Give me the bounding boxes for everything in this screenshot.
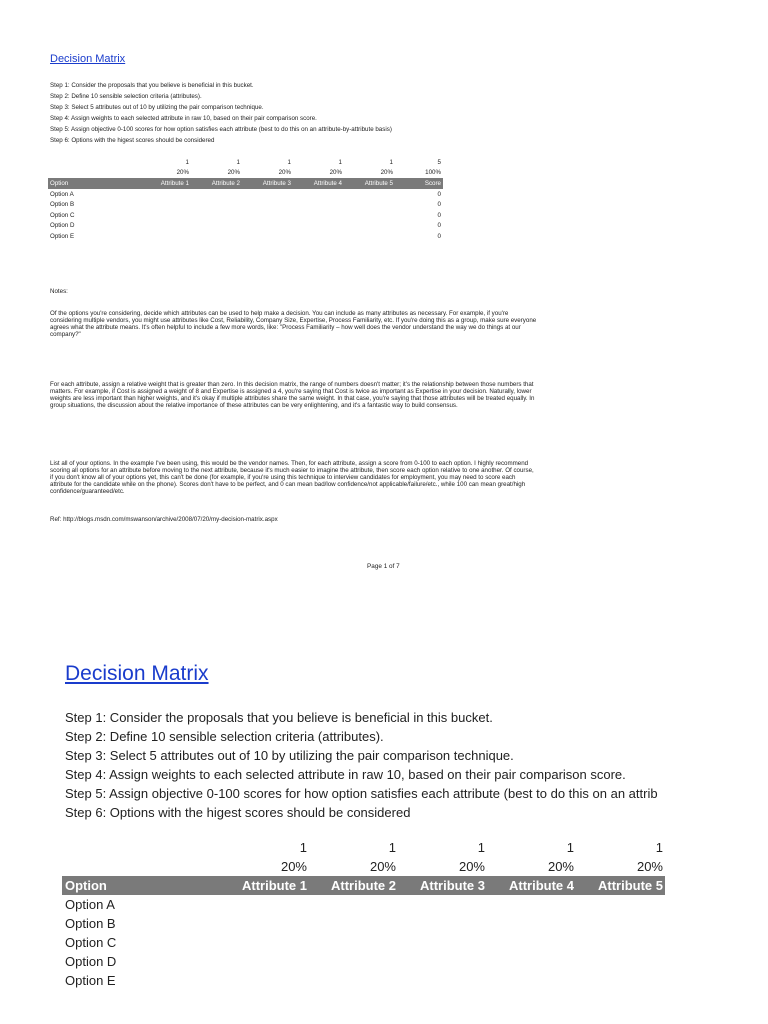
value-cell[interactable] [220,933,309,952]
step-item: Step 2: Define 10 sensible selection criteria (attributes). [50,92,202,100]
weight-cell[interactable]: 1 [287,158,291,166]
value-cell[interactable] [309,914,398,933]
step-item: Step 3: Select 5 attributes out of 10 by utilizing the pair comparison technique. [65,748,514,763]
note-paragraph: Of the options you're considering, decide which attributes can be used to help make a decision. You can include as many attributes as necessary. For example, if you're considering multiple vendors, you might use attributes like Cost, Reliability, Company Size, Expertise, Process Familiarity, etc. If you're doing this as a group, make sure everyone agrees what the attribute means. It's often helpful to include a few more words, like: "Process Familiarity – how well does the vendor understand the way we do things at our company?" [50,310,537,338]
value-cell[interactable] [191,189,242,200]
value-cell[interactable] [293,231,344,242]
note-paragraph: For each attribute, assign a relative weight that is greater than zero. In this decision matrix, the range of numbers doesn't matter; it's the relationship between those numbers that matters. For example, if Cost is assigned a weight of 8 and Expertise is assigned a 4, you're saying that Cost is twice as important as Expertise in your decision. Naturally, lower weights are less important than higher weights, and it's okay if multiple attributes share the same weight. In that case, you're saying that those attributes will be treated equally. In group situations, the discussion about the relative importance of these attributes can be very enlightening, and it's a fantastic way to build consensus. [50,381,535,409]
table-row [62,933,665,952]
score-cell: 0 [437,211,441,219]
percent-cell: 20% [547,859,574,874]
option-cell[interactable]: Option D [65,954,117,969]
value-cell[interactable] [398,971,487,990]
percent-cell: 20% [280,859,307,874]
value-cell[interactable] [576,952,665,971]
option-cell[interactable]: Option E [50,232,75,240]
value-cell[interactable] [398,895,487,914]
value-cell[interactable] [576,914,665,933]
value-cell[interactable] [191,221,242,232]
weights-row [62,838,665,857]
value-cell[interactable] [398,933,487,952]
table-header-row [48,178,443,189]
step-item: Step 6: Options with the higest scores should be considered [65,805,411,820]
value-cell[interactable] [140,199,191,210]
weight-total-cell: 5 [437,158,441,166]
option-cell[interactable]: Option A [65,897,115,912]
value-cell[interactable] [293,221,344,232]
value-cell[interactable] [220,952,309,971]
table-row [62,895,665,914]
value-cell[interactable] [293,210,344,221]
percent-cell: 20% [380,169,393,177]
weight-cell[interactable]: 1 [236,158,240,166]
table-row [62,952,665,971]
value-cell[interactable] [398,914,487,933]
value-cell[interactable] [309,933,398,952]
option-cell[interactable]: Option E [65,973,116,988]
step-item: Step 6: Options with the higest scores should be considered [50,136,215,144]
weight-cell[interactable]: 1 [388,840,396,855]
value-cell[interactable] [576,933,665,952]
value-cell[interactable] [487,895,576,914]
page-number: Page 1 of 7 [367,563,400,570]
notes-label: Notes: [50,288,68,295]
option-cell[interactable]: Option A [50,190,74,198]
document-title-link[interactable]: Decision Matrix [50,53,126,65]
value-cell[interactable] [140,210,191,221]
header-attribute: Attribute 1 [140,178,191,189]
header-attribute: Attribute 5 [576,876,665,895]
step-item: Step 1: Consider the proposals that you believe is beneficial in this bucket. [65,710,493,725]
value-cell[interactable] [242,210,293,221]
value-cell[interactable] [309,971,398,990]
table-row [48,210,443,221]
value-cell[interactable] [487,952,576,971]
note-paragraph: List all of your options. In the example I've been using, this would be the vendor names. Then, for each attribute, assign a score from 0-100 to each option. I highly recommend scoring all options for an attribute before moving to the next attribute, because it's much easier to imagine the attribute, then score each option relative to one another. Of course, if you don't know all of your options yet, this can't be done (for example, if you're using this technique to interview candidates for employment, you may need to score each attribute for the candidate while on the phone). Scores don't have to be perfect, and 0 can mean bad/low confidence/not applicable/failure/etc., while 100 can mean great/high confidence/guaranteed/etc. [50,460,534,495]
value-cell[interactable] [344,210,395,221]
step-item: Step 3: Select 5 attributes out of 10 by utilizing the pair comparison technique. [50,103,264,111]
percent-cell: 20% [329,169,342,177]
header-score: Score [395,178,443,189]
weight-cell[interactable]: 1 [477,840,485,855]
value-cell[interactable] [309,895,398,914]
value-cell[interactable] [344,231,395,242]
value-cell[interactable] [309,952,398,971]
weight-cell[interactable]: 1 [389,158,393,166]
value-cell[interactable] [140,231,191,242]
zoomed-view [0,640,768,1024]
percent-row [62,857,665,876]
value-cell[interactable] [242,221,293,232]
value-cell[interactable] [191,199,242,210]
value-cell[interactable] [344,189,395,200]
steps-list [50,81,392,146]
value-cell[interactable] [191,231,242,242]
weights-row [48,157,443,168]
step-item: Step 5: Assign objective 0-100 scores for how option satisfies each attribute (best to do this on an attrib [65,786,658,801]
score-cell: 0 [437,201,441,209]
value-cell[interactable] [293,199,344,210]
value-cell[interactable] [398,952,487,971]
table-row [62,914,665,933]
value-cell[interactable] [487,914,576,933]
table-row [48,199,443,210]
weight-cell[interactable]: 1 [566,840,574,855]
weight-cell[interactable]: 1 [299,840,307,855]
score-cell: 0 [437,190,441,198]
option-cell[interactable]: Option D [50,222,75,230]
document-title-link-zoomed[interactable]: Decision Matrix [65,662,209,685]
header-attribute: Attribute 1 [220,876,309,895]
value-cell[interactable] [220,914,309,933]
header-option: Option [48,178,140,189]
header-attribute: Attribute 2 [191,178,242,189]
step-item: Step 4: Assign weights to each selected attribute in raw 10, based on their pair comparison score. [65,767,626,782]
header-attribute: Attribute 4 [487,876,576,895]
option-cell[interactable]: Option C [50,211,75,219]
table-header-row [62,876,665,895]
option-cell[interactable]: Option C [65,935,117,950]
percent-row [48,168,443,179]
value-cell[interactable] [576,895,665,914]
percent-cell: 20% [458,859,485,874]
value-cell[interactable] [293,189,344,200]
score-cell: 0 [437,222,441,230]
header-attribute: Attribute 3 [398,876,487,895]
value-cell[interactable] [242,199,293,210]
table-row [48,221,443,232]
header-attribute: Attribute 5 [344,178,395,189]
step-item: Step 2: Define 10 sensible selection criteria (attributes). [65,729,384,744]
value-cell[interactable] [140,189,191,200]
steps-list-zoomed [65,708,658,822]
table-row [48,231,443,242]
value-cell[interactable] [576,971,665,990]
value-cell[interactable] [191,210,242,221]
header-option: Option [62,876,220,895]
option-cell[interactable]: Option B [50,201,75,209]
step-item: Step 1: Consider the proposals that you believe is beneficial in this bucket. [50,82,254,89]
score-cell: 0 [437,232,441,240]
decision-matrix-table-zoomed [62,838,665,990]
header-attribute: Attribute 3 [242,178,293,189]
step-item: Step 4: Assign weights to each selected attribute in raw 10, based on their pair comparison score. [50,114,317,122]
weight-cell[interactable]: 1 [338,158,342,166]
value-cell[interactable] [487,971,576,990]
reference-link-text: Ref: http://blogs.msdn.com/mswanson/archive/2008/07/20/my-decision-matrix.aspx [50,516,278,523]
percent-cell: 20% [227,169,240,177]
percent-cell: 20% [369,859,396,874]
table-row [62,971,665,990]
weight-cell[interactable]: 1 [185,158,189,166]
value-cell[interactable] [242,231,293,242]
decision-matrix-table [48,157,443,242]
weight-cell[interactable]: 1 [655,840,663,855]
table-row [48,189,443,200]
header-attribute: Attribute 4 [293,178,344,189]
value-cell[interactable] [220,895,309,914]
value-cell[interactable] [487,933,576,952]
value-cell[interactable] [140,221,191,232]
percent-total-cell: 100% [425,169,441,177]
step-item: Step 5: Assign objective 0-100 scores for how option satisfies each attribute (best to do this on an attribute-by-attribute basis) [50,125,392,133]
value-cell[interactable] [344,221,395,232]
value-cell[interactable] [220,971,309,990]
percent-cell: 20% [278,169,291,177]
header-attribute: Attribute 2 [309,876,398,895]
percent-cell: 20% [176,169,189,177]
value-cell[interactable] [242,189,293,200]
option-cell[interactable]: Option B [65,916,116,931]
value-cell[interactable] [344,199,395,210]
percent-cell: 20% [636,859,663,874]
